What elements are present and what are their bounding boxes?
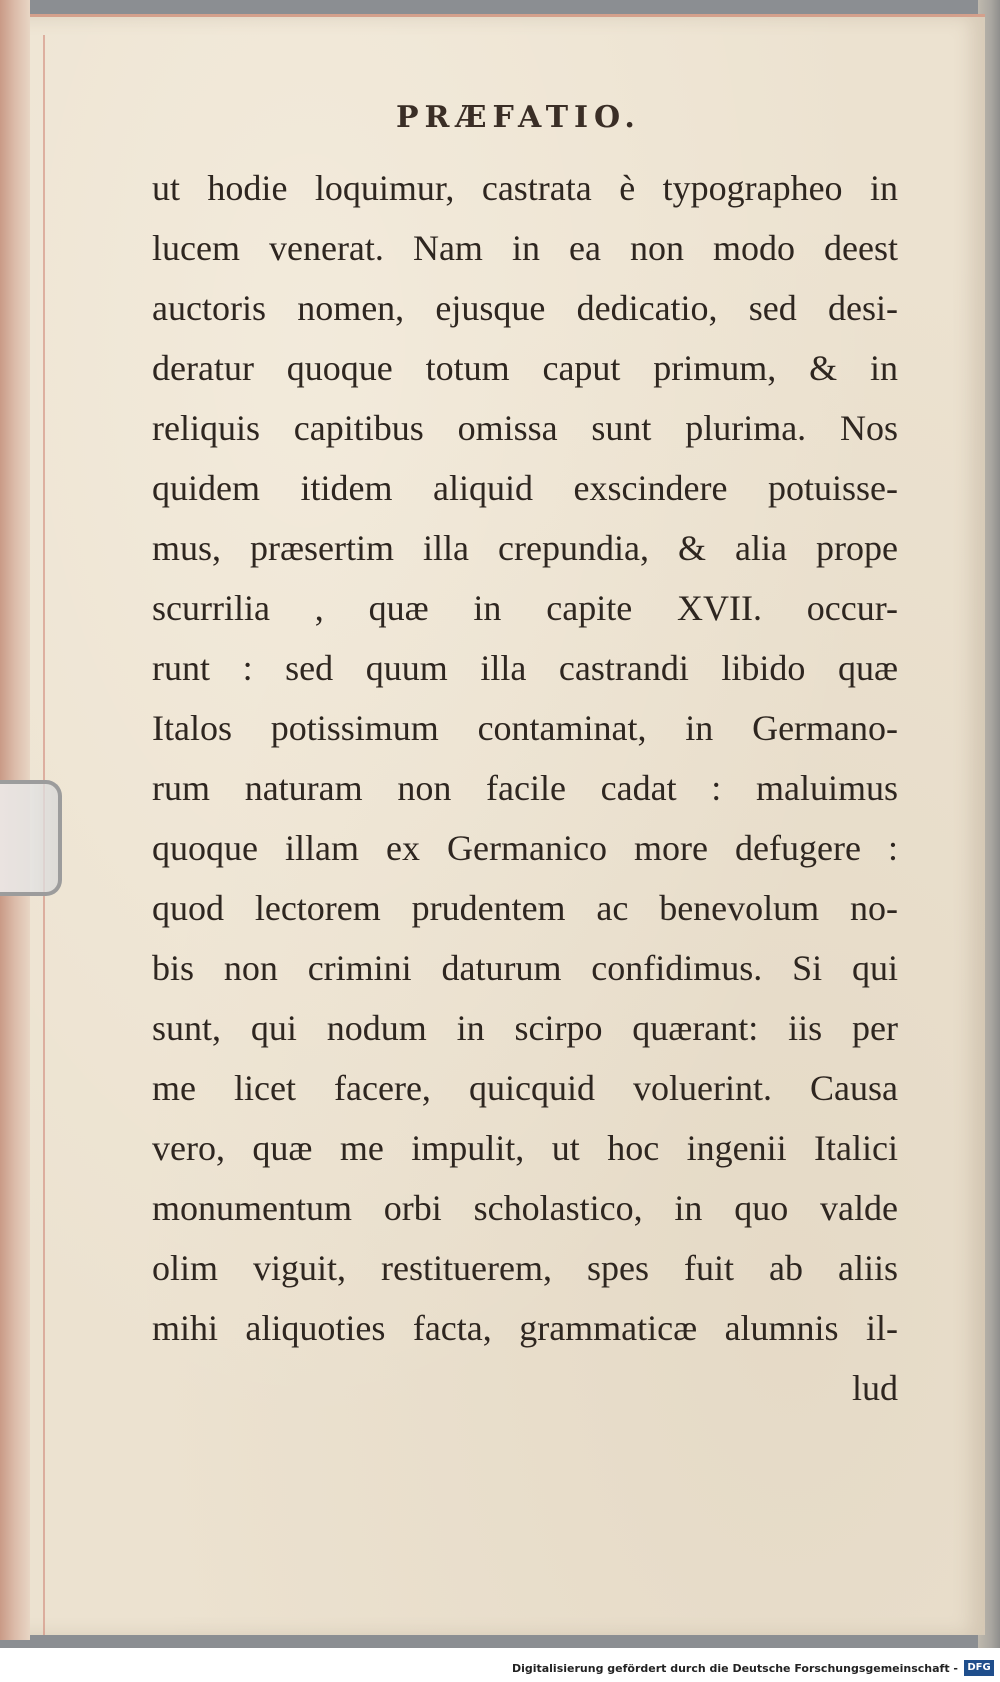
text-line: scurrilia , quæ in capite XVII. occur- xyxy=(152,588,898,628)
funding-credit: Digitalisierung gefördert durch die Deutsche Forschungsgemeinschaft - xyxy=(511,1662,958,1675)
page-clip xyxy=(0,780,62,896)
text-line: lucem venerat. Nam in ea non modo deest xyxy=(152,228,898,268)
text-line: quoque illam ex Germanico more defugere : xyxy=(152,828,898,868)
text-line: Italos potissimum contaminat, in Germano- xyxy=(152,708,898,748)
text-line: vero, quæ me impulit, ut hoc ingenii Italici xyxy=(152,1128,898,1168)
text-line: mus, præsertim illa crepundia, & alia prope xyxy=(152,528,898,568)
text-line: ut hodie loquimur, castrata è typographeo in xyxy=(152,168,898,208)
text-line: mihi aliquoties facta, grammaticæ alumnis il- xyxy=(152,1308,898,1348)
text-line: sunt, qui nodum in scirpo quærant: iis per xyxy=(152,1008,898,1048)
text-line: deratur quoque totum caput primum, & in xyxy=(152,348,898,388)
page-heading: PRÆFATIO. xyxy=(396,100,641,135)
text-line: bis non crimini daturum confidimus. Si qui xyxy=(152,948,898,988)
text-line: monumentum orbi scholastico, in quo valde xyxy=(152,1188,898,1228)
text-line: runt : sed quum illa castrandi libido quæ xyxy=(152,648,898,688)
text-line: quod lectorem prudentem ac benevolum no- xyxy=(152,888,898,928)
dfg-logo: DFG xyxy=(964,1660,994,1676)
text-line: auctoris nomen, ejusque dedicatio, sed desi- xyxy=(152,288,898,328)
catchword: lud xyxy=(851,1368,898,1408)
text-line: me licet facere, quicquid voluerint. Causa xyxy=(152,1068,898,1108)
text-line: olim viguit, restituerem, spes fuit ab aliis xyxy=(152,1248,898,1288)
text-line: quidem itidem aliquid exscindere potuisse- xyxy=(152,468,898,508)
text-line: rum naturam non facile cadat : maluimus xyxy=(152,768,898,808)
body-text xyxy=(152,158,898,1418)
text-line: reliquis capitibus omissa sunt plurima. Nos xyxy=(152,408,898,448)
